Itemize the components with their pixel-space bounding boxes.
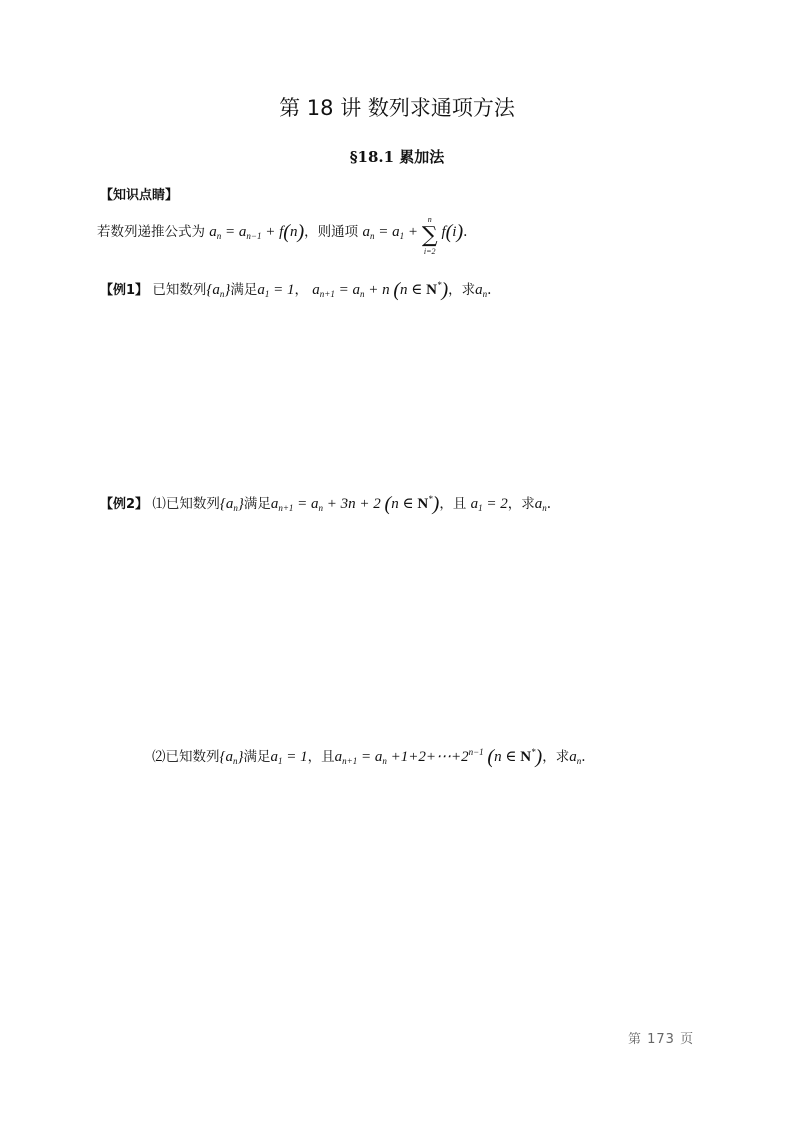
example-2-text: ，且 xyxy=(439,496,467,512)
knowledge-lead: 若数列递推公式为 xyxy=(97,224,205,240)
example-2-text: ，且 xyxy=(307,749,335,765)
knowledge-heading: 【知识点睛】 xyxy=(100,188,179,203)
summation-symbol: n ∑ i=2 xyxy=(421,215,438,256)
example-2-text: 满足 xyxy=(243,749,271,765)
example-1-text: ，求 xyxy=(448,282,476,298)
section-heading: §18.1 累加法 xyxy=(349,148,445,166)
part-number: ⑵ xyxy=(152,749,166,765)
example-2-part-1 xyxy=(100,492,551,516)
target-term: $a_n$ xyxy=(475,282,488,299)
sequence-symbol: $\{a_n\}$ xyxy=(219,496,244,513)
example-1-text: 满足 xyxy=(230,282,258,298)
example-2-text: ，求 xyxy=(542,749,570,765)
initial-condition: $a_1 = 1$ xyxy=(270,749,308,766)
example-2-text: 已知数列 xyxy=(165,496,220,512)
recurrence-formula: $a_n = a_{n-1} + f(n)$ xyxy=(209,221,305,243)
part-number: ⑴ xyxy=(152,496,166,512)
example-1-text: ， xyxy=(294,282,308,298)
target-term: $a_n$ xyxy=(534,496,547,513)
target-term: $a_n$ xyxy=(569,749,582,766)
sequence-symbol: $\{a_n\}$ xyxy=(219,749,244,766)
example-2-text: . xyxy=(581,749,586,765)
example-2-text: 已知数列 xyxy=(165,749,220,765)
example-2-text: 满足 xyxy=(243,496,271,512)
example-2-label: 【例2】 xyxy=(100,497,149,512)
recurrence-formula: $a_{n+1} = a_n + n$ (n ∈ N*) xyxy=(312,279,449,301)
example-1-text: . xyxy=(487,282,492,298)
initial-condition: $a_1 = 2$ xyxy=(470,496,508,513)
example-1-label: 【例1】 xyxy=(100,283,149,298)
knowledge-end: . xyxy=(463,224,468,240)
page-number: 第 173 页 xyxy=(628,1032,695,1047)
example-2-text: ，求 xyxy=(507,496,535,512)
example-1 xyxy=(100,278,491,302)
knowledge-formula-line xyxy=(97,215,468,256)
recurrence-formula: $a_{n+1} = a_n$ $+1+2+\cdots+2^{n-1}$ (n ∈ N*) xyxy=(334,746,543,768)
page-title: 第 18 讲 数列求通项方法 xyxy=(279,96,515,120)
example-1-text: 已知数列 xyxy=(152,282,207,298)
example-2-part-2 xyxy=(152,745,586,769)
general-term-formula: $a_n = a_1$ + n ∑ i=2 f(i) xyxy=(362,215,464,256)
knowledge-mid: ，则通项 xyxy=(304,224,359,240)
sequence-symbol: $\{a_n\}$ xyxy=(206,282,231,299)
initial-condition: $a_1 = 1$ xyxy=(257,282,295,299)
recurrence-formula: $a_{n+1} = a_n + 3n + 2$ (n ∈ N*) xyxy=(270,493,440,515)
example-2-text: . xyxy=(546,496,552,512)
